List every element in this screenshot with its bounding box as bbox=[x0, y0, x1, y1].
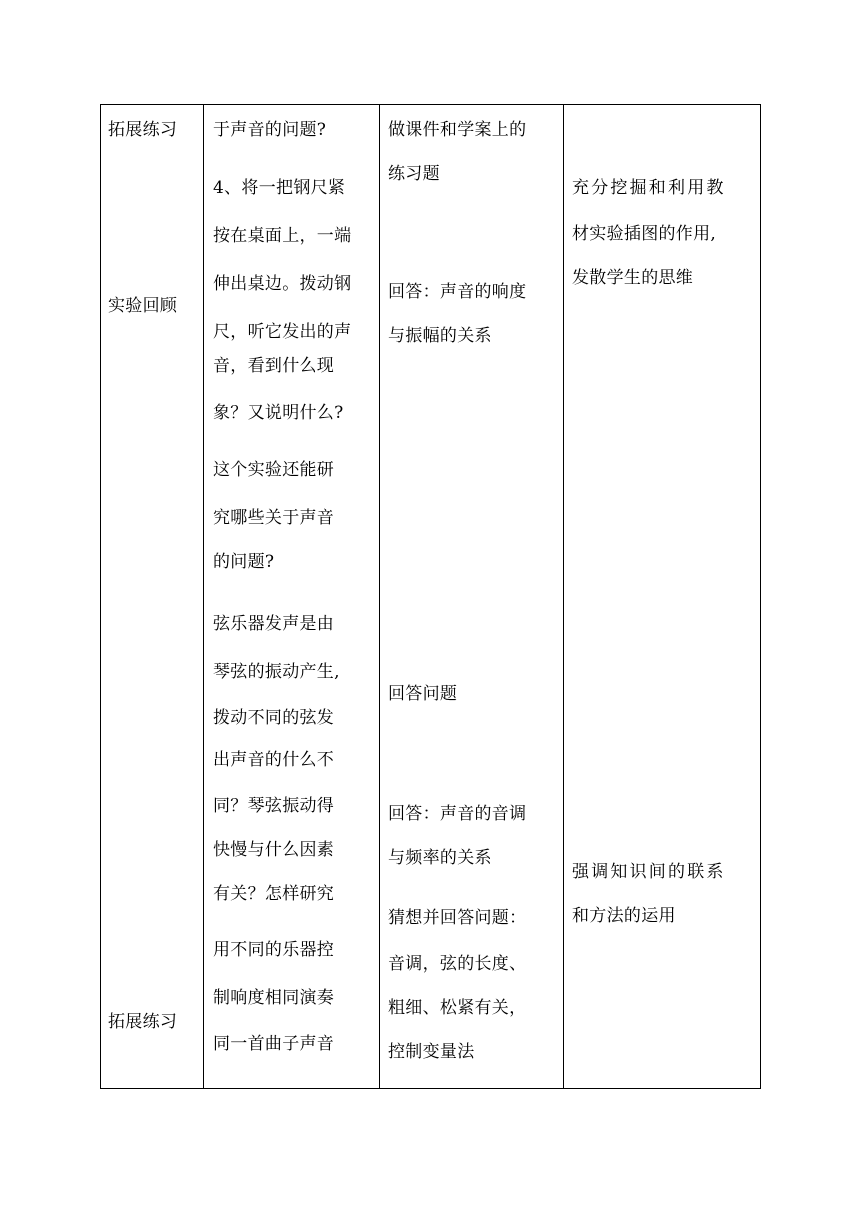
teacher-activity-line: 按在桌面上，一端 bbox=[213, 226, 352, 246]
teacher-activity-line: 快慢与什么因素 bbox=[213, 840, 335, 860]
teacher-activity-line: 音，看到什么现 bbox=[213, 356, 335, 376]
teacher-activity-line: 这个实验还能研 bbox=[213, 460, 335, 480]
teacher-activity-line: 伸出桌边。拨动钢 bbox=[213, 274, 352, 294]
column-divider bbox=[563, 105, 564, 1088]
student-activity-line: 音调，弦的长度、 bbox=[388, 954, 527, 974]
teacher-activity-line: 制响度相同演奏 bbox=[213, 988, 335, 1008]
student-activity-line: 控制变量法 bbox=[388, 1042, 475, 1062]
design-intent-line: 发散学生的思维 bbox=[572, 268, 694, 288]
teacher-activity-line: 用不同的乐器控 bbox=[213, 940, 335, 960]
design-intent-line: 材实验插图的作用, bbox=[572, 224, 717, 244]
teacher-activity-line: 同一首曲子声音 bbox=[213, 1034, 335, 1054]
teacher-activity-line: 究哪些关于声音 bbox=[213, 508, 335, 528]
teacher-activity-line: 象？又说明什么? bbox=[213, 403, 344, 423]
teacher-activity-line: 的问题? bbox=[213, 552, 275, 572]
stage-label: 拓展练习 bbox=[108, 1012, 178, 1032]
teacher-activity-line: 尺，听它发出的声 bbox=[213, 322, 352, 342]
teacher-activity-line: 弦乐器发声是由 bbox=[213, 614, 335, 634]
student-activity-line: 回答：声音的音调 bbox=[388, 804, 527, 824]
teacher-activity-line: 有关？怎样研究 bbox=[213, 884, 335, 904]
student-activity-line: 练习题 bbox=[388, 164, 440, 184]
student-activity-line: 回答：声音的响度 bbox=[388, 282, 527, 302]
teacher-activity-line: 4、将一把钢尺紧 bbox=[213, 178, 346, 198]
teacher-activity-line: 琴弦的振动产生, bbox=[213, 662, 340, 682]
stage-label: 拓展练习 bbox=[108, 120, 178, 140]
column-divider bbox=[379, 105, 380, 1088]
design-intent-line: 和方法的运用 bbox=[572, 906, 676, 926]
lesson-plan-table bbox=[100, 104, 761, 1089]
teacher-activity-line: 同？琴弦振动得 bbox=[213, 796, 335, 816]
teacher-activity-line: 出声音的什么不 bbox=[213, 750, 335, 770]
student-activity-line: 与振幅的关系 bbox=[388, 326, 492, 346]
teacher-activity-line: 于声音的问题? bbox=[213, 120, 327, 140]
student-activity-line: 做课件和学案上的 bbox=[388, 120, 527, 140]
teacher-activity-line: 拨动不同的弦发 bbox=[213, 708, 335, 728]
column-divider bbox=[203, 105, 204, 1088]
student-activity-line: 猜想并回答问题： bbox=[388, 908, 527, 928]
design-intent-line: 充分挖掘和利用教 bbox=[572, 178, 726, 198]
student-activity-line: 回答问题 bbox=[388, 684, 458, 704]
student-activity-line: 粗细、松紧有关， bbox=[388, 998, 527, 1018]
design-intent-line: 强调知识间的联系 bbox=[572, 862, 726, 882]
student-activity-line: 与频率的关系 bbox=[388, 848, 492, 868]
stage-label: 实验回顾 bbox=[108, 296, 178, 316]
